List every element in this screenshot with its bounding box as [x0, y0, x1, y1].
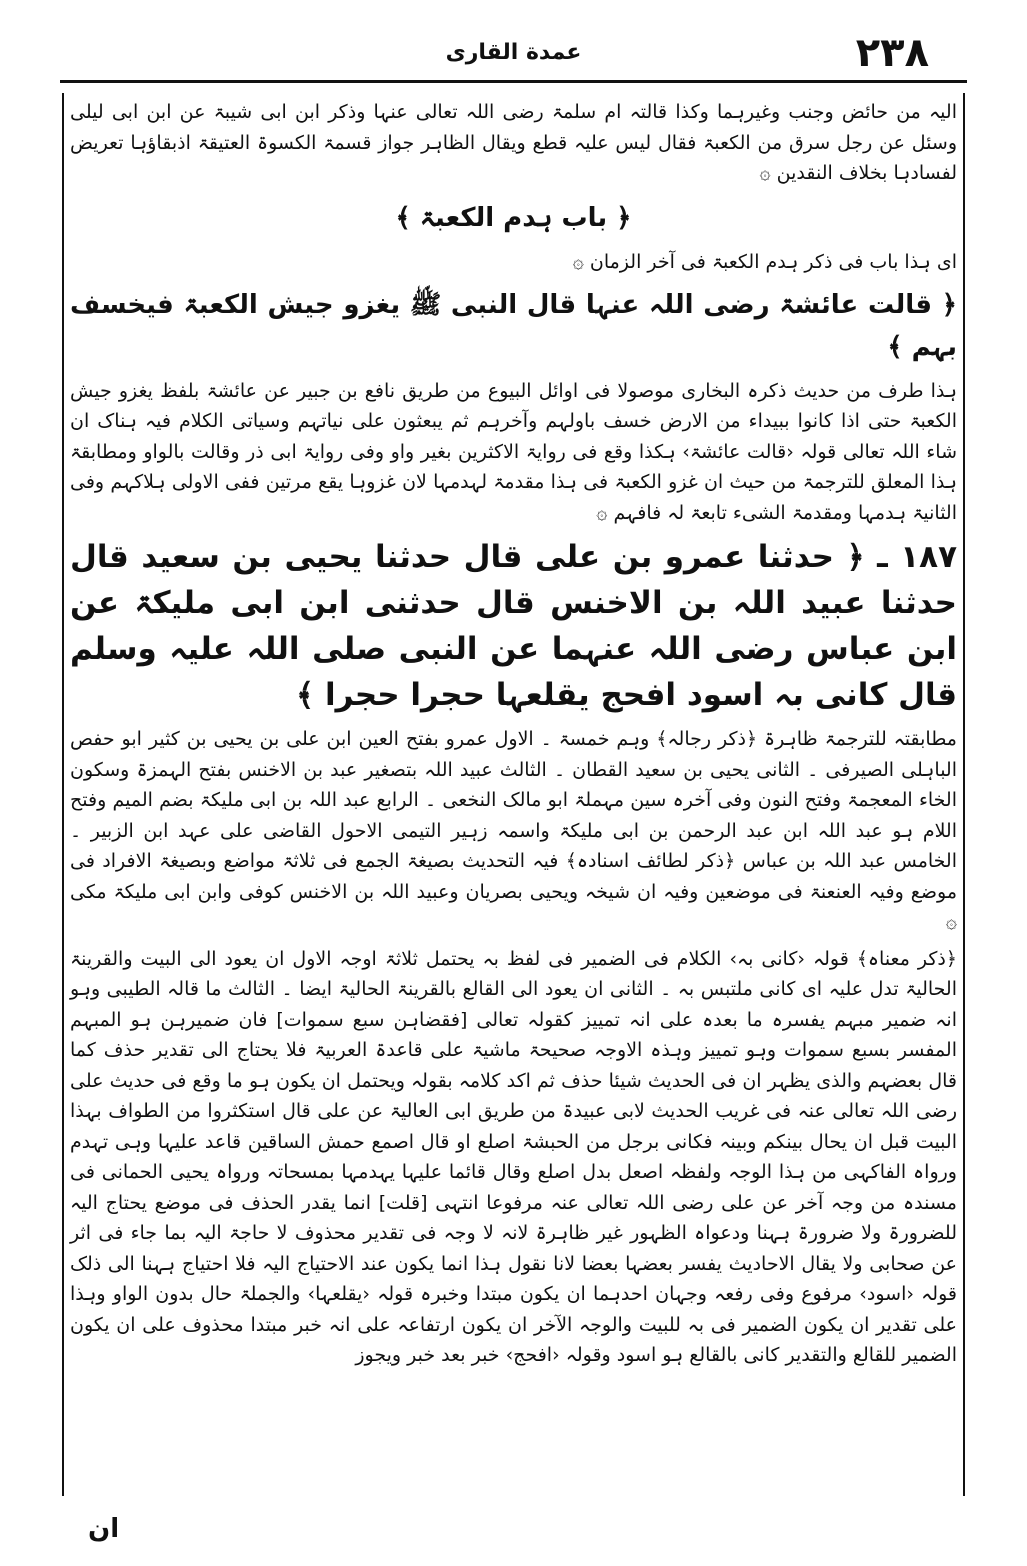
paragraph-1: الیہ من حائض وجنب وغیرہما وکذا قالتہ ام سلمۃ رضی اللہ تعالی عنہا وذکر ابن ابی شیبۃ عن ابن ابی لیلی وسئل عن رجل سرق من الکعبۃ فقال لیس علیہ قطع ویقال الظاہر جواز قسمۃ الکسوۃ العتیقۃ اذبقاؤہا تعریض لفسادہا بخلاف النقدین ۞	[70, 101, 957, 184]
hadith-text-a: ﴿ قالت عائشۃ رضی اللہ عنہا قال النبی ﷺ یغزو جیش الکعبۃ فیخسف بہم ﴾	[70, 289, 957, 362]
page-body	[70, 97, 957, 1377]
hadith-text-b: ١٨٧ ـ ﴿ حدثنا عمرو بن علی قال حدثنا یحیی بن سعید قال حدثنا عبید اللہ بن الاخنس قال حدثنی ابن ابی ملیکۃ عن ابن عباس رضی اللہ عنہما عن النبی صلی اللہ علیہ وسلم قال کانی بہ اسود افحج یقلعہا حجرا حجرا ﴾	[70, 539, 957, 713]
paragraph-2: ای ہذا باب فی ذکر ہدم الکعبۃ فی آخر الزمان ۞	[572, 251, 957, 273]
chapter-heading: ﴿ باب ہدم الکعبۃ ﴾	[395, 202, 632, 233]
header-rule	[60, 80, 967, 83]
paragraph-3: ہذا طرف من حدیث ذکرہ البخاری موصولا فی اوائل البیوع من طریق نافع بن جبیر عن عائشۃ بلفظ یغزو جیش الکعبۃ حتی اذا کانوا ببیداء من الارض خسف باولہم وآخرہم ثم یبعثون علی نیاتہم وسیاتی الکلام فیہ ہناک ان شاء اللہ تعالی قولہ ‹قالت عائشۃ› ہکذا وقع فی روایۃ الاکثرین بغیر واو وفی روایۃ ابی ذر وقالت بالواو ومطابقۃ ہذا المعلق للترجمۃ من حیث ان غزو الکعبۃ فی ہذا مقدمۃ لہدمہا لان غزوہا یقع مرتین ففی الاولی ہلاکہم وفی الثانیۃ ہدمہا ومقدمۃ الشیء تابعۃ لہ فافہم ۞	[70, 379, 957, 524]
running-title: عمدة القاری	[445, 40, 582, 65]
page-number: ٢٣٨	[855, 30, 929, 76]
paragraph-4: مطابقتہ للترجمۃ ظاہرۃ ﴿ذکر رجالہ﴾ وہم خمسۃ ۔ الاول عمرو بفتح العین ابن علی بن یحیی بن کثیر ابو حفص الباہلی الصیرفی ۔ الثانی یحیی بن سعید القطان ۔ الثالث عبید اللہ بتصغیر عبد بن الاخنس بفتح الہمزۃ وسکون الخاء المعجمۃ وفتح النون وفی آخرہ سین مہملۃ ابو مالک النخعی ۔ الرابع عبد اللہ بن ابی ملیکۃ بضم المیم وفتح اللام ہو عبد اللہ ابن عبد الرحمن بن ابی ملیکۃ واسمہ زہیر التیمی الاحول القاضی علی عہد ابن الزبیر ۔ الخامس عبد اللہ بن عباس ﴿ذکر لطائف اسنادہ﴾ فیہ التحدیث بصیغۃ الجمع فی ثلاثۃ مواضع وبصیغۃ الافراد فی موضع وفیہ العنعنۃ فی موضعین وفیہ ان شیخہ ویحیی بصریان وعبید اللہ بن الاخنس کوفی وابن ابی ملیکۃ مکی ۞	[70, 728, 957, 933]
paragraph-5: ﴿ذکر معناہ﴾ قولہ ‹کانی بہ› الکلام فی الضمیر فی لفظ بہ یحتمل ثلاثۃ اوجہ الاول ان یعود الی البیت والقرینۃ الحالیۃ تدل علیہ ای کانی ملتبس بہ ۔ الثانی ان یعود الی القالع بالقرینۃ الحالیۃ ایضا ۔ الثالث ما قالہ الطیبی وہو انہ ضمیر مبہم یفسرہ ما بعدہ علی انہ تمییز کقولہ تعالی [فقضاہن سبع سموات] فان ضمیرہن ہو المبہم المفسر بسبع سموات وہو تمییز وہذہ الاوجہ صحیحۃ ماشیۃ علی قاعدۃ العربیۃ فلا یحتاج الی تقدیر حذف کما قال بعضہم والذی یظہر ان فی الحدیث شیئا حذف ثم اکد کلامہ بقولہ ویحتمل ان یکون ہو ما وقع فی حدیث علی رضی اللہ تعالی عنہ فی غریب الحدیث لابی عبیدۃ من طریق ابی العالیۃ عن علی قال استکثروا من الطواف بہذا البیت قبل ان یحال بینکم وبینہ فکانی برجل من الحبشۃ اصلع او قال اصمع حمش الساقین قاعد علیہا وہی تہدم ورواہ الفاکہی من ہذا الوجہ ولفظہ اصعل بدل اصلع وقال قائما علیہا یہدمہا بمسحاتہ ورواہ یحیی الحمانی فی مسندہ من وجہ آخر عن علی رضی اللہ تعالی عنہ مرفوعا انتہی [قلت] انما یقدر الحذف فی موضع یحتاج الیہ للضرورۃ ولا ضرورۃ ہہنا ودعواہ الظہور غیر ظاہرۃ لانہ لا وجہ فی تقدیر محذوف لا حاجۃ الیہ بما جاء فی اثر عن صحابی ولا یقال الاحادیث یفسر بعضہا بعضا لانا نقول ہذا انما یکون عند الاحتیاج الیہ فلا احتیاج ہہنا الی ذلک قولہ ‹اسود› مرفوع وفی رفعہ وجہان احدہما ان یکون مبتدا وخبرہ قولہ ‹یقلعہا› والجملۃ حال بدون الواو وہذا علی تقدیر ان یکون الضمیر فی بہ للبیت والوجہ الآخر ان یکون ارتفاعہ علی انہ خبر مبتدا محذوف علی ان یکون الضمیر للقالع والتقدیر کانی بالقالع ہو اسود وقولہ ‹افحج› خبر بعد خبر ویجوز	[70, 947, 957, 1366]
catchword: ان	[88, 1514, 120, 1544]
page-header	[60, 30, 967, 86]
